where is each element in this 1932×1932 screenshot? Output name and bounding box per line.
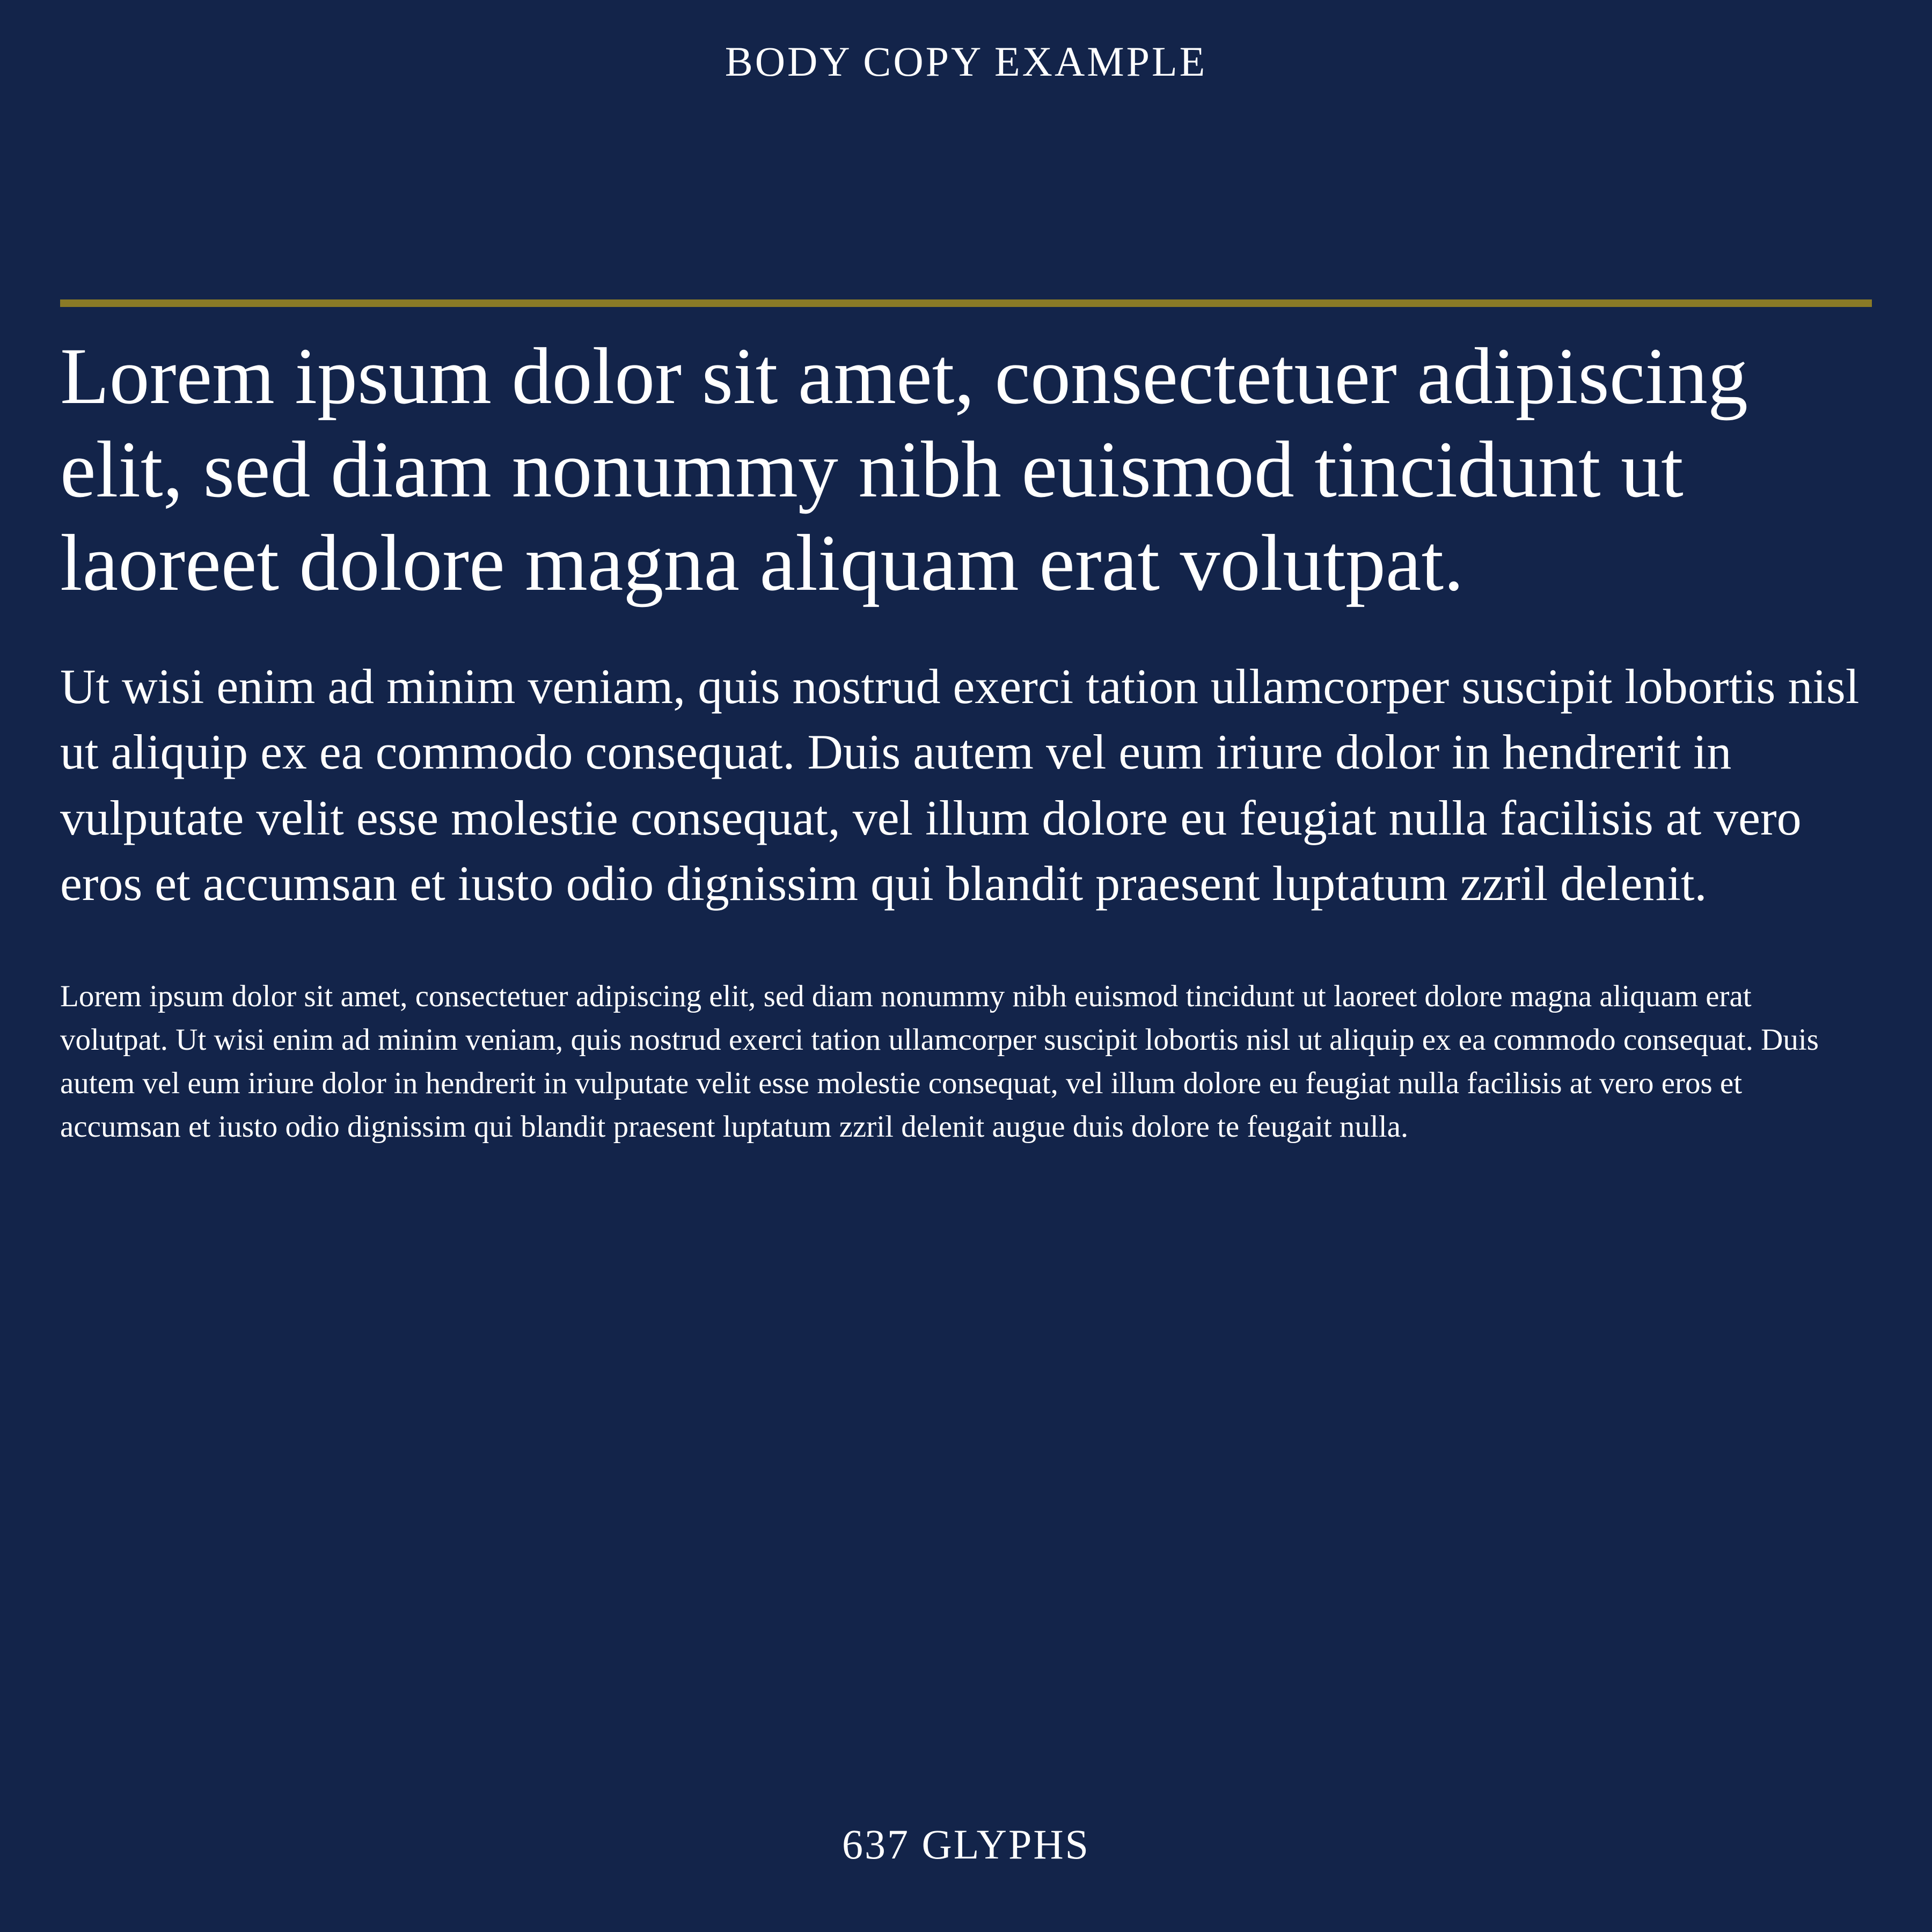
lead-paragraph: Lorem ipsum dolor sit amet, consectetuer adipiscing elit, sed diam nonummy nibh euismod tincidunt ut laoreet dolore magna aliquam erat volutpat. [60, 331, 1748, 608]
glyph-count-label: 637 GLYPHS [841, 1821, 1091, 1868]
body-copy-section [60, 85, 1872, 1149]
page-title: BODY COPY EXAMPLE [724, 38, 1208, 85]
tertiary-paragraph: Lorem ipsum dolor sit amet, consectetuer adipiscing elit, sed diam nonummy nibh euismod tincidunt ut laoreet dolore magna aliquam erat volutpat. Ut wisi enim ad minim veniam, quis nostrud exerci tation ullamcorper suscipit lobortis nisl ut aliquip ex ea commodo consequat. Duis autem vel eum iriure dolor in hendrerit in vulputate velit esse molestie consequat, vel illum dolore eu feugiat nulla facilisis at vero eros et accumsan et iusto odio dignissim qui blandit praesent luptatum zzril delenit augue duis dolore te feugait nulla. [60, 979, 1819, 1144]
secondary-paragraph: Ut wisi enim ad minim veniam, quis nostrud exerci tation ullamcorper suscipit lobortis nisl ut aliquip ex ea commodo consequat. Duis autem vel eum iriure dolor in hendrerit in vulputate velit esse molestie consequat, vel illum dolore eu feugiat nulla facilisis at vero eros et accumsan et iusto odio dignissim qui blandit praesent luptatum zzril delenit. [60, 658, 1860, 911]
divider-rule [60, 299, 1872, 307]
